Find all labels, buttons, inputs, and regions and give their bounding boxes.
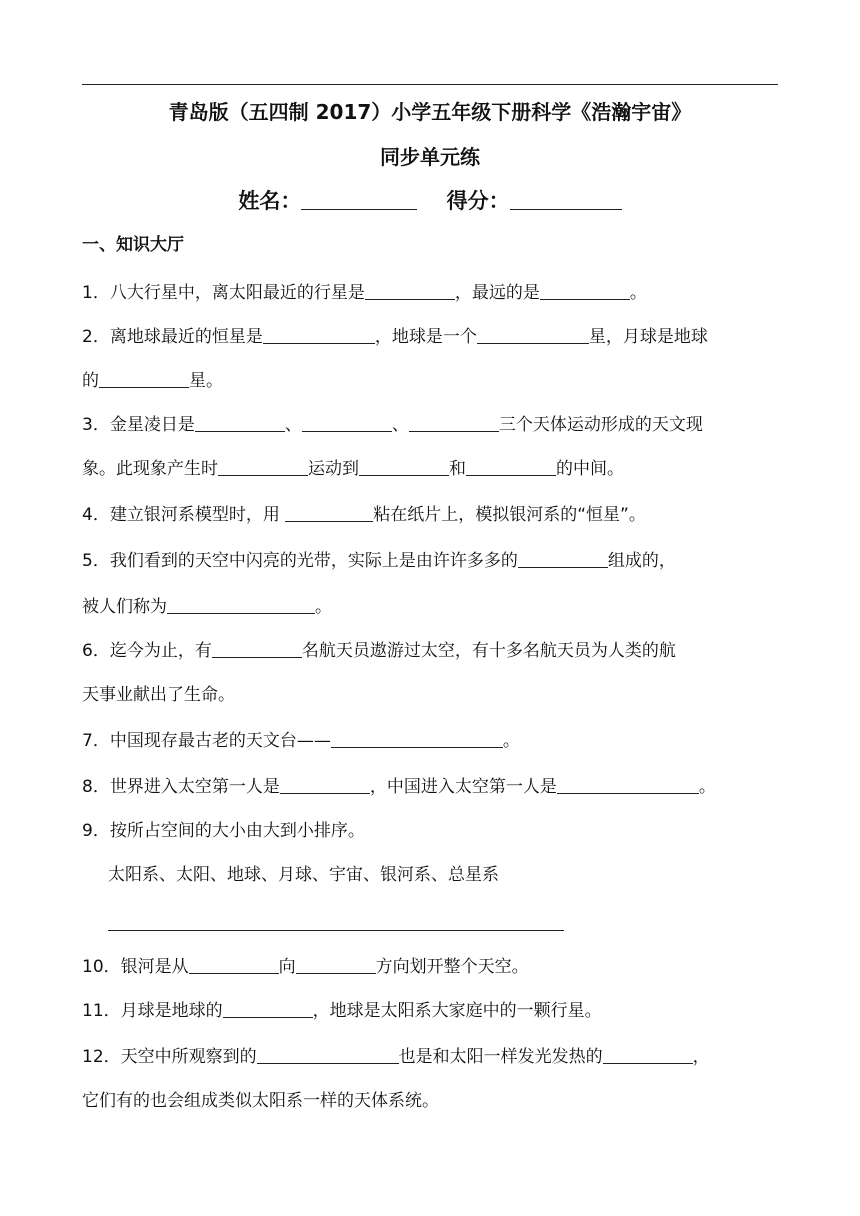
question-text: 。 — [698, 777, 716, 797]
question-2 — [82, 320, 782, 354]
answer-blank[interactable] — [331, 727, 503, 748]
question-6 — [82, 634, 782, 668]
question-2-cont — [82, 364, 782, 398]
question-text: 被人们称为 — [82, 597, 167, 617]
question-text: 的 — [82, 371, 99, 391]
question-text: 也是和太阳一样发光发热的 — [398, 1047, 603, 1067]
question-text: 象。此现象产生时 — [82, 459, 218, 479]
question-text: 的中间。 — [556, 459, 624, 479]
question-text: 12．天空中所观察到的 — [82, 1047, 257, 1067]
question-text: 。 — [502, 731, 520, 751]
answer-blank[interactable] — [540, 279, 630, 300]
question-5 — [82, 544, 782, 578]
answer-blank[interactable] — [296, 953, 376, 974]
question-text: 和 — [449, 459, 466, 479]
question-text: 太阳系、太阳、地球、月球、宇宙、银河系、总星系 — [108, 865, 499, 885]
question-text: 天事业献出了生命。 — [82, 685, 235, 705]
answer-blank[interactable] — [466, 455, 556, 476]
question-text: 10．银河是从 — [82, 957, 189, 977]
answer-blank[interactable] — [195, 411, 285, 432]
answer-blank[interactable] — [603, 1043, 693, 1064]
question-10 — [82, 950, 782, 984]
answer-blank[interactable] — [365, 279, 455, 300]
question-6-cont — [82, 678, 782, 712]
question-8 — [82, 770, 782, 804]
question-text: 、 — [284, 415, 302, 435]
question-text: 2．离地球最近的恒星是 — [82, 327, 263, 347]
question-text: 组成的， — [607, 551, 676, 571]
question-4 — [82, 498, 782, 532]
answer-blank[interactable] — [167, 593, 315, 614]
question-text: 7．中国现存最古老的天文台—— — [82, 731, 331, 751]
question-text: ，地球是太阳系大家庭中的一颗行星。 — [312, 1001, 602, 1021]
page-title: 青岛版（五四制 2017）小学五年级下册科学《浩瀚宇宙》 — [168, 100, 692, 124]
answer-blank[interactable] — [280, 773, 370, 794]
question-text: 、 — [391, 415, 409, 435]
answer-blank[interactable] — [359, 455, 449, 476]
question-text: 4．建立银河系模型时，用 — [82, 505, 286, 525]
question-text: 。 — [629, 283, 647, 303]
answer-blank[interactable] — [477, 323, 589, 344]
answer-blank[interactable] — [409, 411, 499, 432]
question-text: 8．世界进入太空第一人是 — [82, 777, 280, 797]
answer-blank[interactable] — [99, 367, 189, 388]
score-label: 得分： — [446, 189, 510, 213]
question-3-cont — [82, 452, 782, 486]
question-text: 星，月球是地球 — [588, 327, 708, 347]
question-9-items — [108, 858, 808, 892]
answer-blank[interactable] — [263, 323, 375, 344]
name-score-row — [82, 182, 778, 220]
question-9 — [82, 814, 782, 848]
answer-blank[interactable] — [223, 997, 313, 1018]
question-text: 3．金星凌日是 — [82, 415, 195, 435]
answer-blank[interactable] — [557, 773, 699, 794]
question-text: 5．我们看到的天空中闪亮的光带，实际上是由许许多多的 — [82, 551, 518, 571]
question-5-cont — [82, 590, 782, 624]
name-blank[interactable] — [301, 189, 417, 210]
question-text: 三个天体运动形成的天文现 — [498, 415, 703, 435]
question-11 — [82, 994, 782, 1028]
question-text: 6．迄今为止，有 — [82, 641, 212, 661]
question-text: ，地球是一个 — [374, 327, 477, 347]
question-text: ，中国进入太空第一人是 — [369, 777, 557, 797]
question-12-cont — [82, 1084, 782, 1118]
question-text: 11．月球是地球的 — [82, 1001, 223, 1021]
question-text: 星。 — [189, 371, 223, 391]
page-subtitle: 同步单元练 — [380, 145, 480, 169]
question-12 — [82, 1040, 782, 1074]
question-text: 粘在纸片上，模拟银河系的“恒星”。 — [373, 505, 646, 525]
answer-blank[interactable] — [218, 455, 308, 476]
question-text: ，最远的是 — [454, 283, 540, 303]
answer-blank[interactable] — [285, 501, 373, 522]
answer-blank[interactable] — [212, 637, 302, 658]
question-text: ， — [692, 1047, 710, 1067]
question-text: 1．八大行星中，离太阳最近的行星是 — [82, 283, 365, 303]
question-7 — [82, 724, 782, 758]
question-text: 。 — [315, 597, 332, 617]
question-text: 9．按所占空间的大小由大到小排序。 — [82, 821, 365, 841]
question-text: 方向划开整个天空。 — [375, 957, 529, 977]
question-3 — [82, 408, 782, 442]
score-blank[interactable] — [510, 189, 622, 210]
question-text: 名航天员遨游过太空，有十多名航天员为人类的航 — [301, 641, 676, 661]
question-1 — [82, 276, 782, 310]
answer-blank[interactable] — [302, 411, 392, 432]
answer-blank[interactable] — [518, 547, 608, 568]
question-text: 它们有的也会组成类似太阳系一样的天体系统。 — [82, 1091, 439, 1111]
answer-blank[interactable] — [189, 953, 279, 974]
question-text: 向 — [278, 957, 296, 977]
header-rule — [82, 84, 778, 85]
answer-line[interactable] — [108, 930, 564, 931]
question-text: 运动到 — [308, 459, 359, 479]
section-title: 一、知识大厅 — [82, 235, 184, 255]
name-label: 姓名： — [238, 189, 302, 213]
answer-blank[interactable] — [257, 1043, 399, 1064]
